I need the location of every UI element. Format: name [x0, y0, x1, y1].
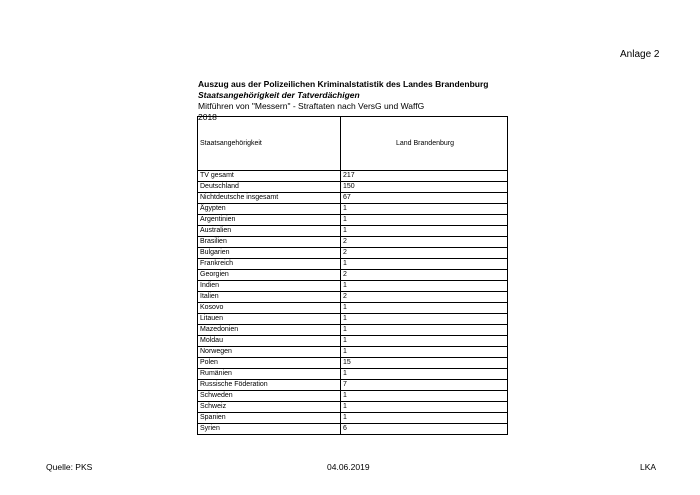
nationality-cell: Kosovo	[198, 303, 341, 314]
nationality-cell: Polen	[198, 358, 341, 369]
count-cell: 67	[341, 193, 508, 204]
count-cell: 1	[341, 215, 508, 226]
table-row	[198, 248, 508, 259]
count-cell: 1	[341, 391, 508, 402]
table-row	[198, 369, 508, 380]
document-title: Auszug aus der Polizeilichen Kriminalstatistik des Landes Brandenburg	[198, 79, 489, 89]
table-row	[198, 358, 508, 369]
count-cell: 2	[341, 237, 508, 248]
document-description: Mitführen von "Messern" - Straftaten nach VersG und WaffG	[198, 101, 425, 111]
table-row	[198, 424, 508, 435]
document-year: 2018	[198, 112, 217, 122]
table-row	[198, 215, 508, 226]
table-row	[198, 204, 508, 215]
nationality-cell: Bulgarien	[198, 248, 341, 259]
table-row	[198, 193, 508, 204]
count-cell: 2	[341, 248, 508, 259]
nationality-cell: Rumänien	[198, 369, 341, 380]
nationality-cell: Mazedonien	[198, 325, 341, 336]
nationality-cell: Frankreich	[198, 259, 341, 270]
nationality-cell: Italien	[198, 292, 341, 303]
count-cell: 1	[341, 314, 508, 325]
nationality-cell: Russische Föderation	[198, 380, 341, 391]
count-cell: 1	[341, 325, 508, 336]
statistics-table	[197, 116, 508, 435]
count-cell: 2	[341, 270, 508, 281]
count-cell: 217	[341, 171, 508, 182]
table-row	[198, 171, 508, 182]
nationality-cell: Australien	[198, 226, 341, 237]
count-cell: 1	[341, 336, 508, 347]
footer-source: Quelle: PKS	[46, 462, 93, 472]
table-row	[198, 325, 508, 336]
footer-date: 04.06.2019	[327, 462, 370, 472]
nationality-cell: Schweden	[198, 391, 341, 402]
table-row	[198, 226, 508, 237]
nationality-cell: Indien	[198, 281, 341, 292]
count-cell: 1	[341, 226, 508, 237]
count-cell: 1	[341, 281, 508, 292]
nationality-cell: Litauen	[198, 314, 341, 325]
count-cell: 7	[341, 380, 508, 391]
table-row	[198, 259, 508, 270]
table-row	[198, 380, 508, 391]
nationality-cell: TV gesamt	[198, 171, 341, 182]
count-cell: 1	[341, 259, 508, 270]
column-header-nationality: Staatsangehörigkeit	[198, 117, 341, 171]
table-row	[198, 391, 508, 402]
table-row	[198, 237, 508, 248]
table-row	[198, 292, 508, 303]
nationality-cell: Spanien	[198, 413, 341, 424]
footer-org: LKA	[640, 462, 657, 472]
count-cell: 15	[341, 358, 508, 369]
table-header-row	[198, 117, 508, 171]
count-cell: 1	[341, 303, 508, 314]
nationality-cell: Brasilien	[198, 237, 341, 248]
document-subtitle: Staatsangehörigkeit der Tatverdächigen	[198, 90, 360, 100]
nationality-cell: Argentinien	[198, 215, 341, 226]
table-row	[198, 314, 508, 325]
count-cell: 1	[341, 347, 508, 358]
nationality-cell: Georgien	[198, 270, 341, 281]
table-row	[198, 182, 508, 193]
table-row	[198, 402, 508, 413]
page-label: Anlage 2	[620, 49, 660, 60]
column-header-region: Land Brandenburg	[341, 117, 508, 171]
table-row	[198, 413, 508, 424]
nationality-cell: Deutschland	[198, 182, 341, 193]
count-cell: 2	[341, 292, 508, 303]
count-cell: 1	[341, 413, 508, 424]
nationality-cell: Moldau	[198, 336, 341, 347]
table-body	[198, 171, 508, 435]
count-cell: 6	[341, 424, 508, 435]
table-row	[198, 270, 508, 281]
count-cell: 150	[341, 182, 508, 193]
table-row	[198, 336, 508, 347]
count-cell: 1	[341, 204, 508, 215]
table-row	[198, 303, 508, 314]
nationality-cell: Ägypten	[198, 204, 341, 215]
nationality-cell: Syrien	[198, 424, 341, 435]
nationality-cell: Schweiz	[198, 402, 341, 413]
count-cell: 1	[341, 402, 508, 413]
table-row	[198, 281, 508, 292]
table-row	[198, 347, 508, 358]
count-cell: 1	[341, 369, 508, 380]
nationality-cell: Nichtdeutsche insgesamt	[198, 193, 341, 204]
nationality-cell: Norwegen	[198, 347, 341, 358]
